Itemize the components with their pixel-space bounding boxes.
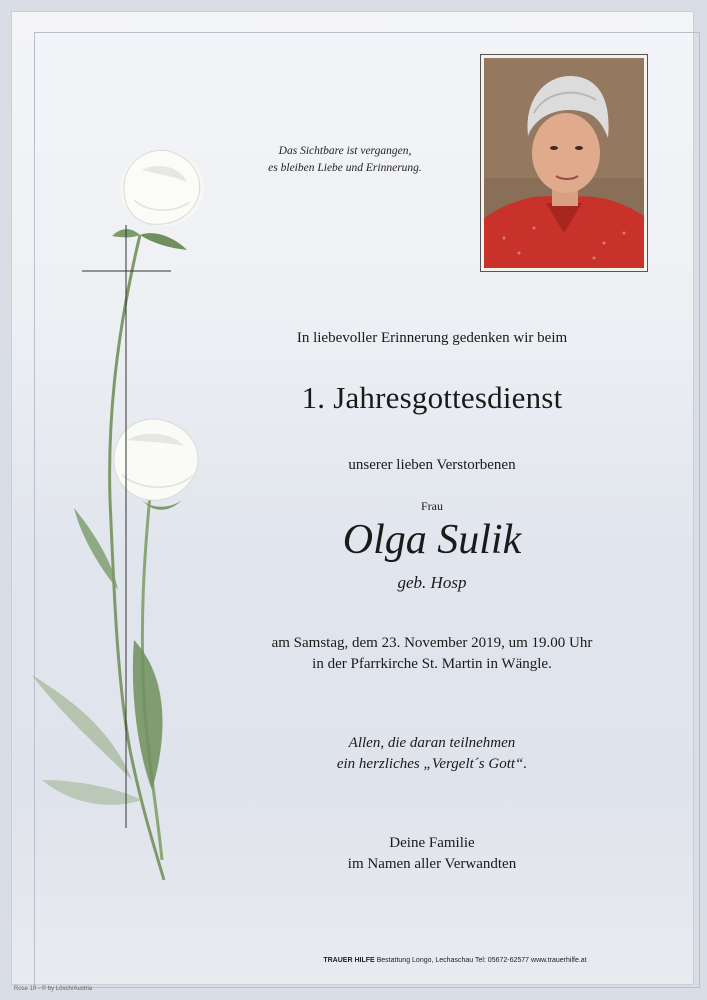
service-line-1: am Samstag, dem 23. November 2019, um 19.00 Uhr: [271, 635, 593, 651]
portrait-icon: [484, 58, 644, 268]
page-title: 1. Jahresgottesdienst: [301, 380, 563, 415]
footer-brand: TRAUER HILFE: [323, 957, 375, 964]
family-line-2: im Namen aller Verwandten: [347, 856, 517, 872]
memorial-quote: [230, 143, 460, 177]
thanks-line-2: ein herzliches „Vergelt´s Gott“.: [336, 756, 528, 772]
family-line-1: Deine Familie: [389, 835, 475, 851]
portrait-photo: [480, 54, 648, 272]
deceased-name: Olga Sulik: [342, 517, 522, 563]
maiden-name: geb. Hosp: [397, 573, 467, 592]
rose-bottom-icon: [114, 419, 198, 510]
intro-text: In liebevoller Erinnerung gedenken wir beim: [296, 330, 568, 346]
salutation: Frau: [421, 499, 443, 513]
footer: [240, 957, 670, 964]
footer-text: Bestattung Longo, Lechaschau Tel: 05672-62577 www.trauerhilfe.at: [376, 957, 587, 964]
service-line-2: in der Pfarrkirche St. Martin in Wängle.: [312, 656, 552, 672]
thanks-line-1: Allen, die daran teilnehmen: [348, 735, 516, 751]
quote-line-2: es bleiben Liebe und Erinnerung.: [268, 162, 422, 174]
service-details: [222, 633, 642, 675]
quote-line-1: Das Sichtbare ist vergangen,: [278, 145, 412, 157]
thanks-text: [222, 733, 642, 775]
white-rose-decoration: [22, 140, 222, 900]
subtitle: unserer lieben Verstorbenen: [348, 457, 516, 473]
family-signature: [222, 833, 642, 875]
image-credit: Rose 10 - © by Lösch/Austria: [14, 986, 93, 992]
rose-top-icon: [120, 150, 204, 226]
